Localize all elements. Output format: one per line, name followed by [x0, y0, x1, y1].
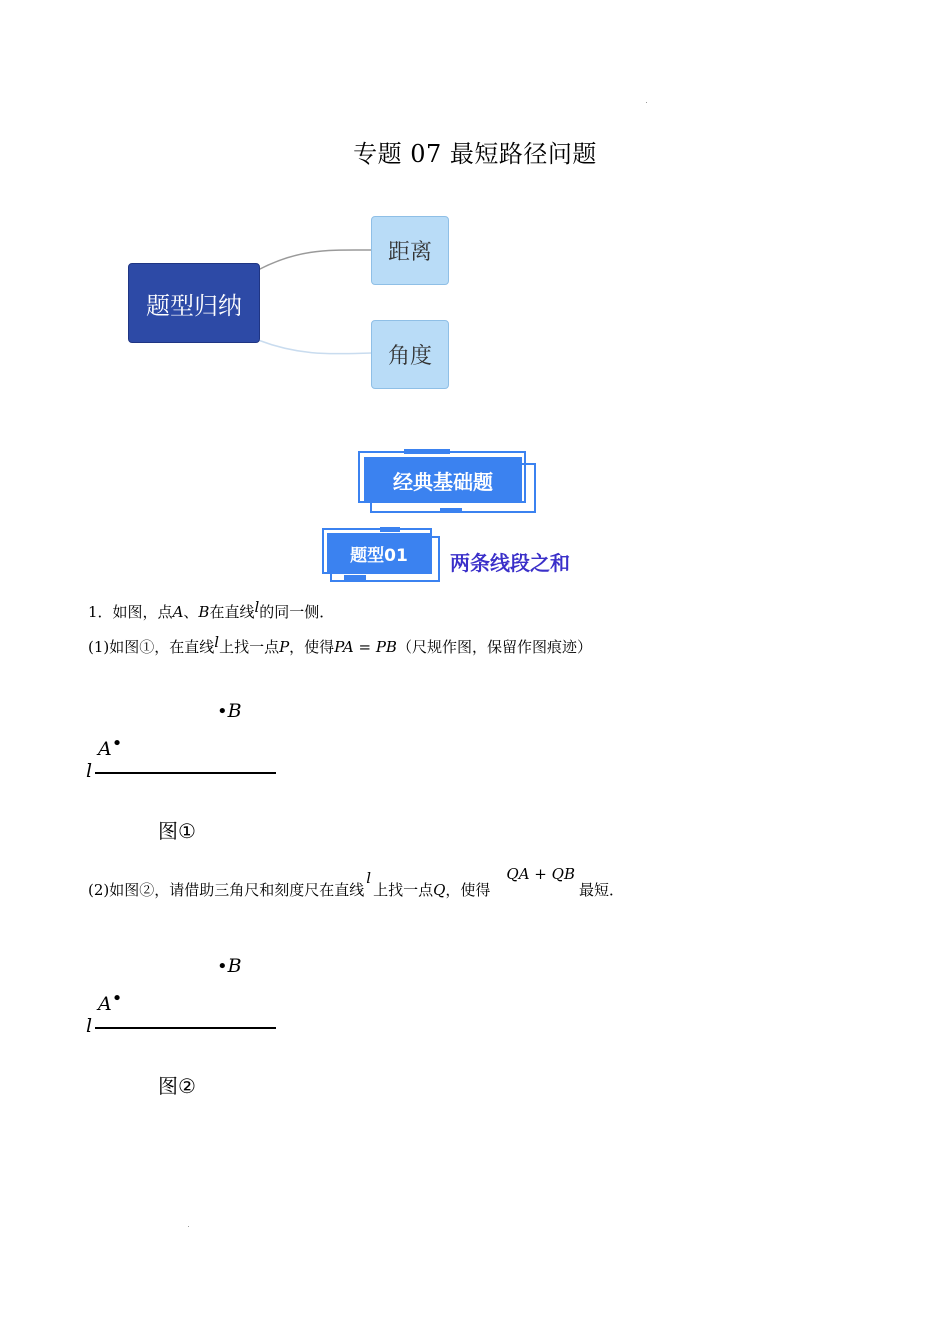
type-tag [322, 528, 440, 580]
mindmap-root: 题型归纳 [128, 263, 260, 343]
point-a: A [172, 603, 184, 621]
figure1-line-label: l [86, 760, 93, 782]
page-title: 专题 07 最短路径问题 [353, 140, 597, 168]
tag-label: 题型01 [327, 533, 431, 573]
problem-number: 1． [88, 603, 113, 621]
figure1-point-b: •B [217, 700, 242, 722]
formula-pa-pb: PA = PB [334, 638, 397, 656]
connector-angle [258, 340, 371, 354]
problem-part-2: (2)如图②，请借助三角尺和刻度尺在直线l上找一点Q，使得QA + QB最短． [88, 865, 624, 899]
figure1-line [95, 772, 276, 774]
point-p: P [279, 638, 290, 656]
banner-label: 经典基础题 [364, 457, 522, 503]
figure2-line-label: l [86, 1015, 93, 1037]
figure2-point-b: •B [217, 955, 242, 977]
point-q: Q [433, 881, 446, 899]
banner-tick-top [404, 449, 450, 454]
mindmap-connectors [0, 0, 950, 420]
tag-tick-top [380, 527, 400, 532]
section-banner [358, 451, 536, 513]
tag-tick-bottom [344, 575, 366, 580]
problem-stem: 1．如图，点A、B在直线l的同一侧． [88, 598, 335, 621]
connector-distance [258, 250, 371, 270]
section-heading: 两条线段之和 [450, 551, 570, 575]
figure2-caption: 图② [158, 1074, 196, 1098]
mindmap-node-angle: 角度 [371, 320, 449, 389]
speck-top [646, 102, 647, 103]
problem-part-1: (1)如图①，在直线l上找一点P，使得PA = PB（尺规作图，保留作图痕迹） [88, 633, 592, 656]
figure2-point-a: A• [98, 988, 123, 1015]
figure2-line [95, 1027, 276, 1029]
speck-bottom [188, 1226, 189, 1227]
figure1-caption: 图① [158, 819, 196, 843]
mindmap-node-distance: 距离 [371, 216, 449, 285]
figure1-point-a: A• [98, 733, 123, 760]
line-l: l [254, 598, 260, 616]
banner-tick-bottom [440, 508, 462, 513]
point-b: B [198, 603, 210, 621]
formula-qa-qb: QA + QB [506, 865, 575, 883]
